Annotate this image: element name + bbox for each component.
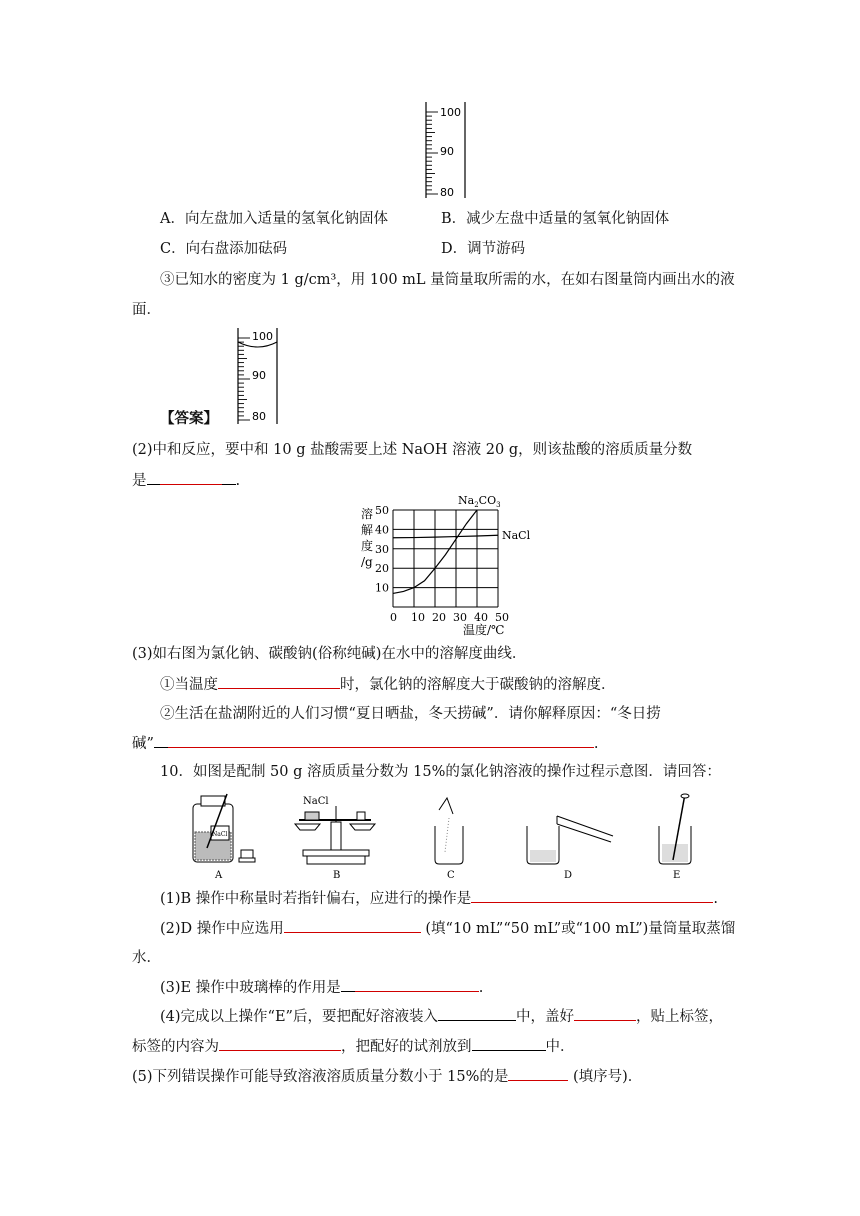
figure-label-a: A	[215, 870, 223, 880]
solubility-chart	[355, 490, 555, 640]
q10-3-text: (3)E 操作中玻璃棒的作用是 .	[160, 977, 483, 998]
q2-answer-blank[interactable]	[160, 470, 222, 485]
answer-label: 【答案】	[160, 410, 218, 427]
option-a: A．向左盘加入适量的氢氧化钠固体	[160, 211, 388, 227]
x-tick-label: 20	[432, 611, 446, 624]
q10-2-text: (2)D 操作中应选用 (填“10 mL”“50 mL”或“100 mL”)量筒量取蒸馏	[160, 918, 735, 939]
figure-e-stirring	[659, 794, 691, 864]
cylinder-label-90: 90	[252, 369, 266, 382]
q3-2-text-line1: ②生活在盐湖附近的人们习惯“夏日晒盐，冬天捞碱”．请你解释原因：“冬日捞	[160, 706, 661, 722]
q3-text-line2: 面．	[132, 302, 161, 318]
nacl-top-label: NaCl	[303, 796, 329, 807]
measuring-cylinder-answer	[232, 326, 292, 426]
option-c: C．向右盘添加砝码	[160, 241, 288, 257]
x-axis-label: 温度/℃	[463, 623, 505, 637]
figure-label-d: D	[564, 870, 573, 880]
q10-2-answer-blank[interactable]	[284, 918, 421, 933]
x-tick-label: 0	[390, 611, 397, 624]
lab-procedure-figure	[185, 788, 705, 880]
q10-4-container-blank[interactable]	[438, 1006, 516, 1021]
q10-5-text: (5)下列错误操作可能导致溶液溶质质量分数小于 15%的是 (填序号)．	[132, 1066, 642, 1087]
y-tick-label: 10	[375, 581, 389, 595]
option-d: D．调节游码	[441, 241, 526, 257]
q10-4-place-blank[interactable]	[472, 1036, 546, 1051]
q10-1-text: (1)B 操作中称量时若指针偏右，应进行的操作是 .	[160, 888, 718, 909]
q2-prefix: 是	[132, 473, 147, 489]
y-axis-label-char: 溶	[361, 507, 374, 521]
figure-d-pouring	[527, 816, 613, 864]
q3-1-answer-blank[interactable]	[218, 674, 340, 689]
cylinder-label-100: 100	[252, 330, 273, 343]
q10-1-answer-blank[interactable]	[471, 888, 713, 903]
q10-title: 10．如图是配制 50 g 溶质质量分数为 15%的氯化钠溶液的操作过程示意图．请回答：	[160, 764, 721, 780]
y-tick-label: 30	[375, 542, 389, 556]
q3-2-answer-blank[interactable]	[168, 733, 594, 748]
x-tick-label: 10	[411, 611, 425, 624]
figure-label-e: E	[673, 870, 681, 880]
figure-label-b: B	[333, 870, 341, 880]
y-tick-label: 50	[375, 504, 389, 517]
cylinder-label-80: 80	[440, 186, 454, 199]
series-label-nacl: NaCl	[502, 529, 531, 543]
cylinder-label-90: 90	[440, 145, 454, 158]
q10-4-cap-blank[interactable]	[574, 1006, 636, 1021]
y-axis-label-char: 解	[361, 523, 374, 537]
series-line-nacl	[393, 535, 498, 538]
q2-text-line2	[132, 470, 240, 491]
y-axis-label-char: 度	[361, 539, 374, 553]
option-b: B．减少左盘中适量的氢氧化钠固体	[441, 211, 670, 227]
figure-c-beaker	[435, 798, 463, 864]
q3-1-text: ①当温度 时，氯化钠的溶解度大于碳酸钠的溶解度．	[160, 674, 616, 695]
q2-text-line1: (2)中和反应，要中和 10 g 盐酸需要上述 NaOH 溶液 20 g，则该盐酸的溶质质量分数	[132, 442, 693, 458]
cylinder-label-80: 80	[252, 410, 266, 423]
q10-4-label-blank[interactable]	[219, 1036, 341, 1051]
figure-a-reagent-jar	[193, 794, 255, 862]
x-tick-label: 40	[474, 611, 488, 624]
figure-b-balance	[295, 796, 375, 864]
figure-label-c: C	[447, 870, 455, 880]
cylinder-label-100: 100	[440, 106, 461, 119]
y-tick-label: 20	[375, 562, 389, 576]
q10-4-text-line1: (4)完成以上操作“E”后，要把配好溶液装入 中，盖好 ，贴上标签，	[160, 1006, 723, 1027]
measuring-cylinder-top	[420, 100, 480, 200]
q3-title: (3)如右图为氯化钠、碳酸钠(俗称纯碱)在水中的溶解度曲线．	[132, 646, 527, 662]
q2-suffix: .	[235, 473, 241, 489]
x-tick-label: 50	[495, 611, 509, 624]
q3-text-line1: ③已知水的密度为 1 g/cm³，用 100 mL 量筒量取所需的水，在如右图量筒内画出水的液	[160, 272, 735, 288]
q10-2-text-line2: 水．	[132, 950, 161, 966]
series-label-na2co3: $Na_2CO_3$	[458, 494, 501, 509]
q10-4-text-line2: 标签的内容为 ，把配好的试剂放到 中．	[132, 1036, 575, 1057]
y-axis-label-char: /g	[361, 555, 373, 569]
x-tick-label: 30	[453, 611, 467, 624]
q10-5-answer-blank[interactable]	[508, 1066, 568, 1081]
q10-3-answer-blank[interactable]	[355, 977, 479, 992]
y-tick-label: 40	[375, 523, 389, 537]
q3-2-text-line2: 碱” .	[132, 733, 599, 754]
nacl-jar-label: NaCl	[212, 831, 228, 838]
